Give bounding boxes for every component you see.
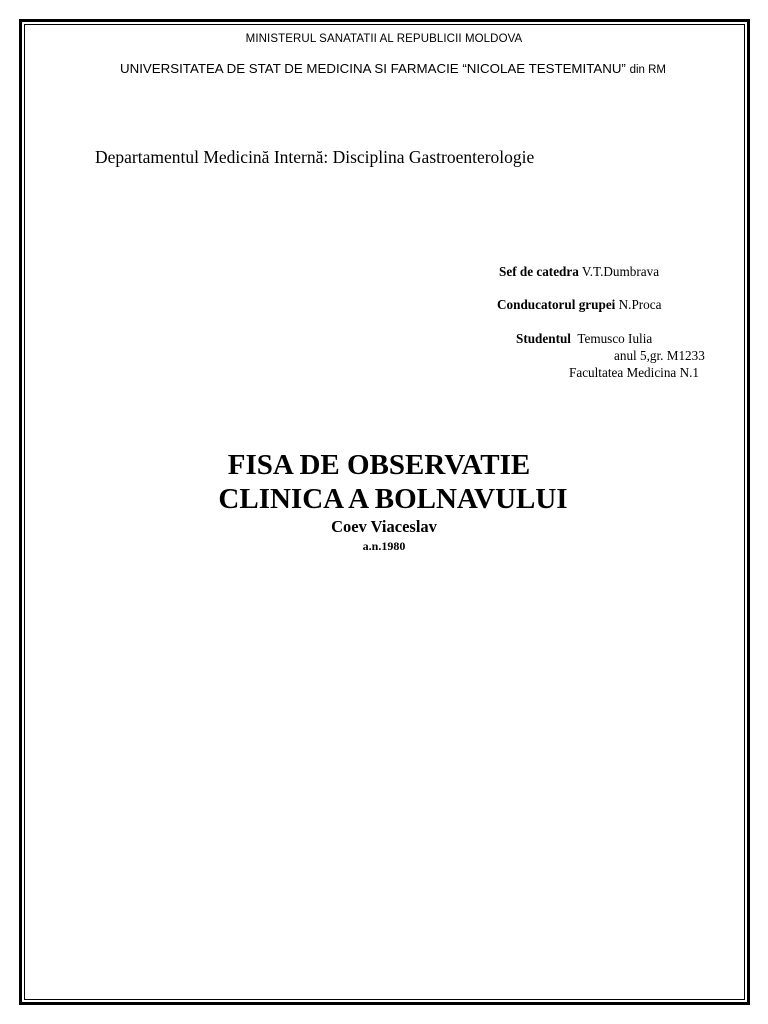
document-title-line-1: FISA DE OBSERVATIE bbox=[227, 449, 531, 481]
university-heading bbox=[0, 62, 768, 77]
patient-name: Coev Viaceslav bbox=[331, 517, 437, 536]
ministry-heading: MINISTERUL SANATATII AL REPUBLICII MOLDOVA bbox=[245, 33, 523, 45]
university-name: UNIVERSITATEA DE STAT DE MEDICINA SI FARMACIE “NICOLAE TESTEMITANU” bbox=[120, 61, 626, 76]
department-heading: Departamentul Medicină Internă: Disciplina Gastroenterologie bbox=[95, 147, 535, 167]
group-leader-label: Conducatorul grupei bbox=[497, 297, 616, 312]
student-faculty: Facultatea Medicina N.1 bbox=[569, 365, 699, 380]
head-of-department-row bbox=[499, 265, 659, 280]
head-of-department-name: V.T.Dumbrava bbox=[581, 264, 660, 279]
head-of-department-label: Sef de catedra bbox=[499, 264, 579, 279]
patient-birth-year: a.n.1980 bbox=[362, 539, 406, 553]
group-leader-row bbox=[497, 298, 662, 313]
group-leader-name: N.Proca bbox=[618, 297, 662, 312]
student-name: Temusco Iulia bbox=[577, 331, 653, 346]
university-suffix: din RM bbox=[629, 64, 666, 76]
student-year-group: anul 5,gr. M1233 bbox=[614, 348, 705, 363]
student-label: Studentul bbox=[516, 331, 571, 346]
document-title-line-2: CLINICA A BOLNAVULUI bbox=[218, 483, 568, 515]
student-row bbox=[516, 332, 652, 347]
